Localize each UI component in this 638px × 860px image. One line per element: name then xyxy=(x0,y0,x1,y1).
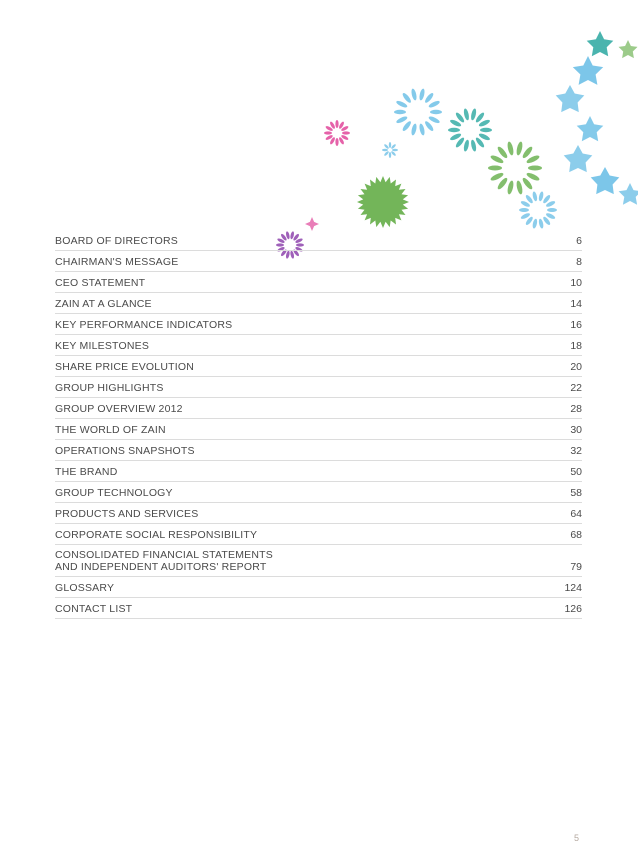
toc-entry[interactable] xyxy=(55,419,582,440)
toc-entry-title: OPERATIONS SNAPSHOTS xyxy=(55,445,195,457)
sky-star-shape xyxy=(556,85,585,112)
toc-entry[interactable] xyxy=(55,503,582,524)
sky-star-shape xyxy=(564,145,593,172)
toc-entry-title: THE BRAND xyxy=(55,466,118,478)
toc-entry[interactable] xyxy=(55,598,582,619)
toc-entry-title: KEY MILESTONES xyxy=(55,340,150,352)
decorative-starburst-artwork xyxy=(0,0,638,260)
page-number: 5 xyxy=(574,833,580,843)
toc-entry-title: KEY PERFORMANCE INDICATORS xyxy=(55,319,233,331)
toc-entry-title: ZAIN AT A GLANCE xyxy=(55,298,152,310)
toc-entry[interactable] xyxy=(55,314,582,335)
toc-entry[interactable] xyxy=(55,545,582,577)
toc-entry-page: 14 xyxy=(570,298,582,310)
toc-entry-title: CEO STATEMENT xyxy=(55,277,146,289)
toc-entry-page: 20 xyxy=(570,361,582,373)
pink-diamond-shape xyxy=(305,217,319,231)
sky-star-shape xyxy=(591,167,620,194)
toc-entry-title: SHARE PRICE EVOLUTION xyxy=(55,361,194,373)
toc-entry[interactable] xyxy=(55,335,582,356)
sky-star-shape xyxy=(573,56,603,85)
toc-entry-title: GLOSSARY xyxy=(55,582,115,594)
toc-entry-title: GROUP OVERVIEW 2012 xyxy=(55,403,183,415)
teal-star-shape xyxy=(587,31,614,56)
pink-burst-ring xyxy=(324,120,350,146)
green-burst-ring xyxy=(488,141,542,195)
toc-entry[interactable] xyxy=(55,398,582,419)
toc-entry-page: 32 xyxy=(570,445,582,457)
toc-entry[interactable] xyxy=(55,293,582,314)
toc-entry-title: CORPORATE SOCIAL RESPONSIBILITY xyxy=(55,529,258,541)
toc-entry[interactable] xyxy=(55,377,582,398)
green-burst-disc xyxy=(357,176,409,228)
toc-entry[interactable] xyxy=(55,461,582,482)
toc-entry-page: 124 xyxy=(564,582,582,594)
toc-entry-title: PRODUCTS AND SERVICES xyxy=(55,508,199,520)
toc-entry-page: 28 xyxy=(570,403,582,415)
toc-entry[interactable] xyxy=(55,440,582,461)
toc-entry-title: CONTACT LIST xyxy=(55,603,133,615)
toc-entry-page: 22 xyxy=(570,382,582,394)
toc-entry[interactable] xyxy=(55,482,582,503)
toc-entry[interactable] xyxy=(55,230,582,251)
toc-entry-page: 16 xyxy=(570,319,582,331)
toc-entry-page: 6 xyxy=(576,235,582,247)
toc-entry-title: GROUP TECHNOLOGY xyxy=(55,487,173,499)
toc-entry[interactable] xyxy=(55,356,582,377)
sky-star-shape xyxy=(577,116,604,141)
toc-entry-page: 64 xyxy=(570,508,582,520)
toc-entry-title: CONSOLIDATED FINANCIAL STATEMENTS AND INDEPENDENT AUDITORS' REPORT xyxy=(55,549,273,573)
toc-entry-page: 126 xyxy=(564,603,582,615)
teal-burst-ring xyxy=(448,108,492,152)
toc-entry[interactable] xyxy=(55,577,582,598)
sky-burst-ring xyxy=(394,88,442,136)
toc-entry-page: 79 xyxy=(570,561,582,573)
toc-entry-page: 58 xyxy=(570,487,582,499)
toc-entry-page: 30 xyxy=(570,424,582,436)
toc-entry-page: 50 xyxy=(570,466,582,478)
toc-entry[interactable] xyxy=(55,272,582,293)
toc-entry-page: 10 xyxy=(570,277,582,289)
green-star-shape xyxy=(619,40,638,58)
toc-entry-title: BOARD OF DIRECTORS xyxy=(55,235,179,247)
sky-burst-ring xyxy=(519,191,557,229)
toc-entry[interactable] xyxy=(55,251,582,272)
toc-entry-title: GROUP HIGHLIGHTS xyxy=(55,382,164,394)
toc-entry-page: 68 xyxy=(570,529,582,541)
table-of-contents xyxy=(55,230,582,619)
toc-entry[interactable] xyxy=(55,524,582,545)
toc-entry-page: 18 xyxy=(570,340,582,352)
sky-star-shape xyxy=(619,183,638,205)
toc-entry-title: THE WORLD OF ZAIN xyxy=(55,424,166,436)
toc-entry-page: 8 xyxy=(576,256,582,268)
sky-burst-small xyxy=(382,142,398,158)
toc-entry-title: CHAIRMAN'S MESSAGE xyxy=(55,256,179,268)
